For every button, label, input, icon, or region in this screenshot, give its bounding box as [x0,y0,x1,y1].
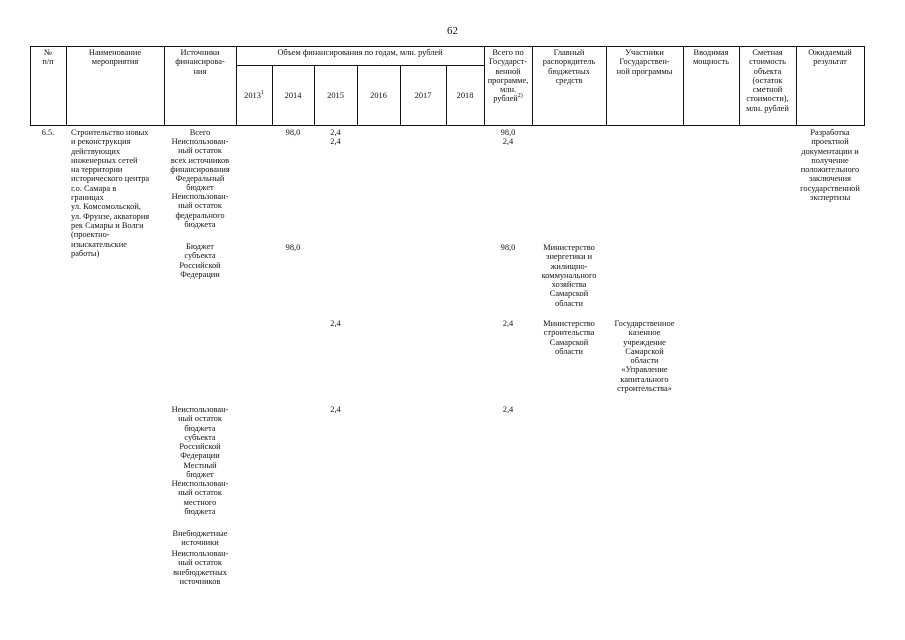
participant-construction-agency: Государственное казенное учреждение Самарской области «Управление капитального строительства» [614,319,675,394]
value-unused-regional-2015: 2,4 [330,405,341,414]
value-regional-sum: 98,0 [500,243,516,252]
header-participants: Участники Государствен- ной программы [616,48,673,76]
value-total-2015: 2,4 [330,128,341,137]
header-year-2015: 2015 [327,91,344,100]
source-unused-local: Неиспользован- ный остаток местного бюджета [171,479,229,516]
source-unused-federal: Неиспользован- ный остаток федерального бюджета [171,192,229,229]
header-year-2018: 2018 [456,91,474,100]
source-regional: Бюджет субъекта Российской Федерации [179,242,221,279]
source-extra-budgetary: Внебюджетные источники [172,529,228,548]
col-border [864,46,865,126]
value-second-2015: 2,4 [330,319,341,328]
source-local: Местный бюджет [183,461,217,480]
source-federal: Федеральный бюджет [175,174,225,193]
value-total-2014: 98,0 [285,128,301,137]
header-funding-volume: Объем финансирования по годам, млн. рублей [277,48,443,57]
source-unused-regional: Неиспользован- ный остаток бюджета субъекта Российской Федерации [171,405,229,461]
header-sources: Источники финансирова- ния [175,48,225,76]
regional-manager-energy: Министерство энергетики и жилищно- коммунального хозяйства Самарской области [541,243,597,308]
col-border [236,46,237,126]
measure-name: Строительство новых и реконструкция действующих инженерных сетей на территории исторического центра г.о. Самара в границах ул. Комсомольской, ул. Фрунзе, акватория рек Самары и Волги (проектно- изыскательские работы) [71,128,150,258]
header-expected-result: Ожидаемый результат [808,48,852,67]
regional-manager-construction: Министерство строительства Самарской области [543,319,595,356]
value-unused-all-2015: 2,4 [330,137,341,146]
value-unused-all-sum: 2,4 [502,137,514,146]
page-number: 62 [447,25,458,37]
source-total: Всего [189,128,211,137]
header-year-2017: 2017 [414,91,432,100]
value-second-sum: 2,4 [502,319,514,328]
source-unused-all: Неиспользован- ный остаток всех источников финансирования [170,137,230,174]
header-name: Наименование мероприятия [88,48,142,67]
header-main-manager: Главный распорядитель бюджетных средств [542,48,596,85]
header-estimated-cost: Сметная стоимость объекта (остаток сметной стоимости), млн. рублей [746,48,789,113]
header-year-2013: 2013$^1$ [244,90,264,100]
value-unused-regional-sum: 2,4 [502,405,514,414]
header-year-2016: 2016 [370,91,387,100]
value-total-sum: 98,0 [500,128,516,137]
header-year-2014: 2014 [284,91,302,100]
row-number: 6.5. [41,128,55,137]
expected-result: Разработка проектной документации и получение положительного заключения государственной экспертизы [800,128,860,203]
value-regional-2014: 98,0 [285,243,301,252]
source-unused-extra-budgetary: Неиспользован- ный остаток внебюджетных источников [171,549,229,586]
header-capacity: Вводимая мощность [692,48,729,67]
header-num: № п/п [42,48,54,67]
header-total: Всего по Государст- венной программе, млн. рублей$^{2)}$ [487,48,529,104]
